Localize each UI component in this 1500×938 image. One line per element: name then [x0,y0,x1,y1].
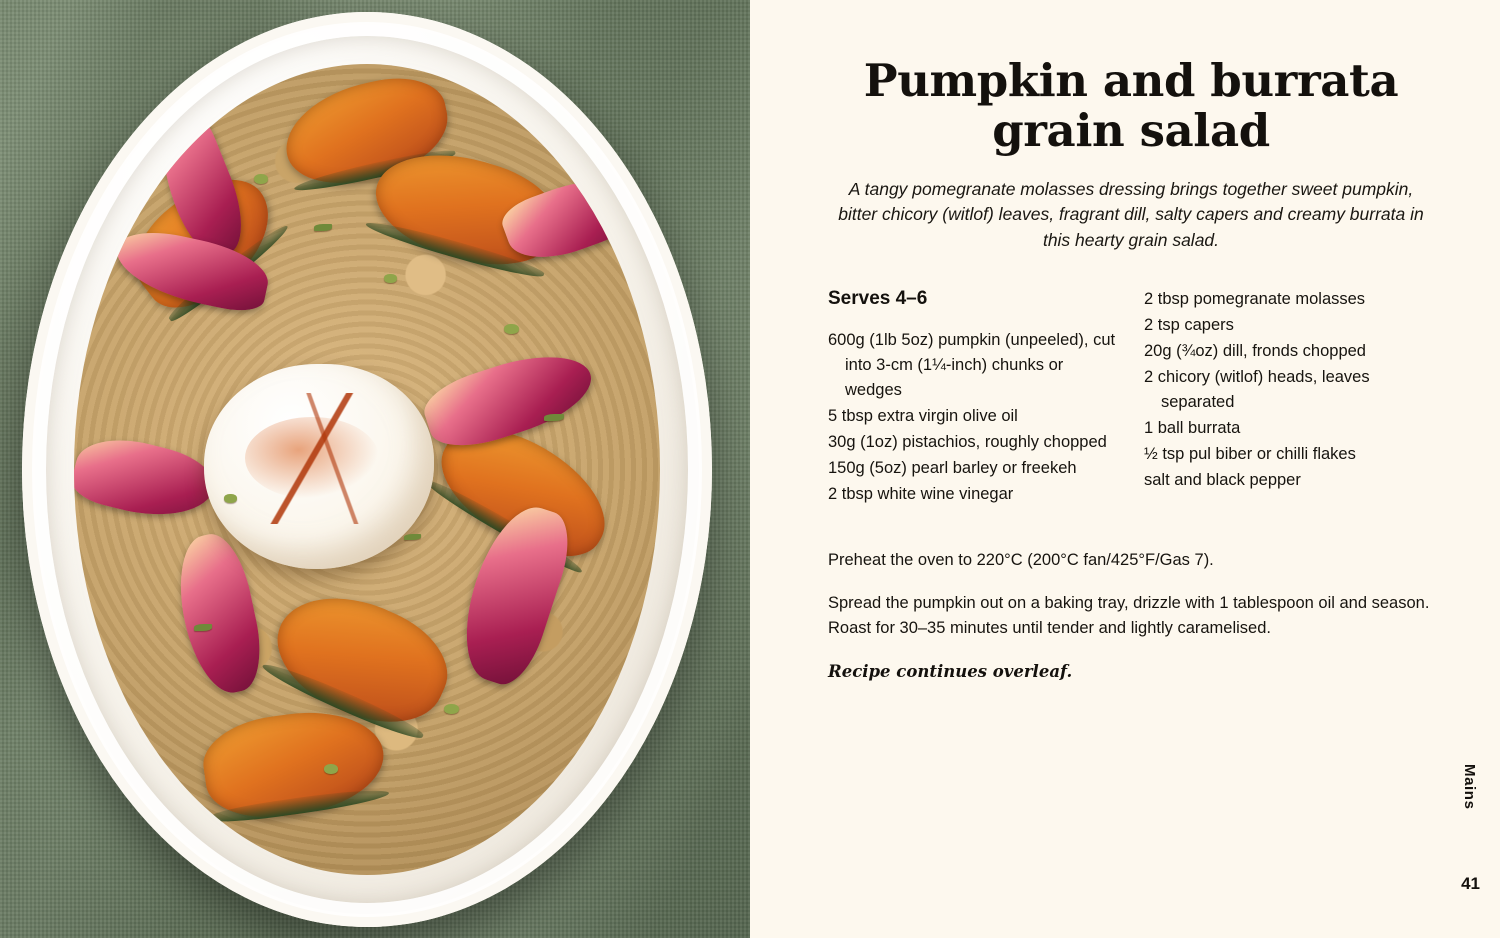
grain-salad [74,64,660,875]
pistachio-piece [444,704,459,714]
ingredient-item: 30g (1oz) pistachios, roughly chopped [828,433,1107,452]
burrata-ball [204,364,434,569]
dill-frond [314,224,332,231]
pistachio-piece [504,324,519,334]
ingredient-item: 5 tbsp extra virgin olive oil [828,407,1018,426]
recipe-page [750,0,1500,938]
recipe-intro: A tangy pomegranate molasses dressing brings together sweet pumpkin, bitter chicory (witlof) leaves, fragrant dill, salty capers and creamy burrata in this hearty grain salad. [838,178,1424,250]
pistachio-piece [384,274,397,283]
ingredient-item: 150g (5oz) pearl barley or freekeh [828,459,1077,478]
page-title: Pumpkin and burrata grain salad [863,54,1399,158]
chicory-leaf [168,528,270,699]
ingredient-item: 20g (¾oz) dill, fronds chopped [1144,342,1366,361]
ingredients-section [828,285,1434,508]
page-number: 41 [1461,874,1480,893]
ingredient-item: 1 ball burrata [1144,419,1241,438]
pistachio-piece [324,764,338,774]
pistachio-piece [224,494,237,503]
section-label: Mains [1461,764,1478,810]
ingredient-item: 2 chicory (witlof) heads, leaves separated [1144,368,1370,412]
dill-frond [404,534,421,540]
pumpkin-wedge [198,702,390,826]
ingredient-item: 2 tbsp white wine vinegar [828,485,1014,504]
recipe-continues-note: Recipe continues overleaf. [828,662,1073,682]
dill-frond [194,624,212,631]
ingredient-item: 2 tsp capers [1144,315,1234,334]
ingredient-item: salt and black pepper [1144,471,1301,490]
ingredients-column-left [828,285,1118,508]
method-step: Preheat the oven to 220°C (200°C fan/425°F/Gas 7). [828,551,1214,570]
chicory-leaf [74,428,220,530]
ingredient-item: 2 tbsp pomegranate molasses [1144,289,1366,308]
dill-frond [544,414,564,421]
ingredient-item: 600g (1lb 5oz) pumpkin (unpeeled), cut into 3-cm (1¼-inch) chunks or wedges [828,330,1116,399]
serves-label: Serves 4–6 [828,287,928,309]
pistachio-piece [254,174,268,184]
method-section [828,548,1434,684]
chicory-leaf [448,496,580,692]
ingredients-column-right [1144,285,1434,508]
method-step: Spread the pumpkin out on a baking tray, drizzle with 1 tablespoon oil and season. Roast for 30–35 minutes until tender and lightly caramelised. [828,593,1430,638]
serving-plate [22,12,712,927]
ingredient-item: ½ tsp pul biber or chilli flakes [1144,445,1356,464]
